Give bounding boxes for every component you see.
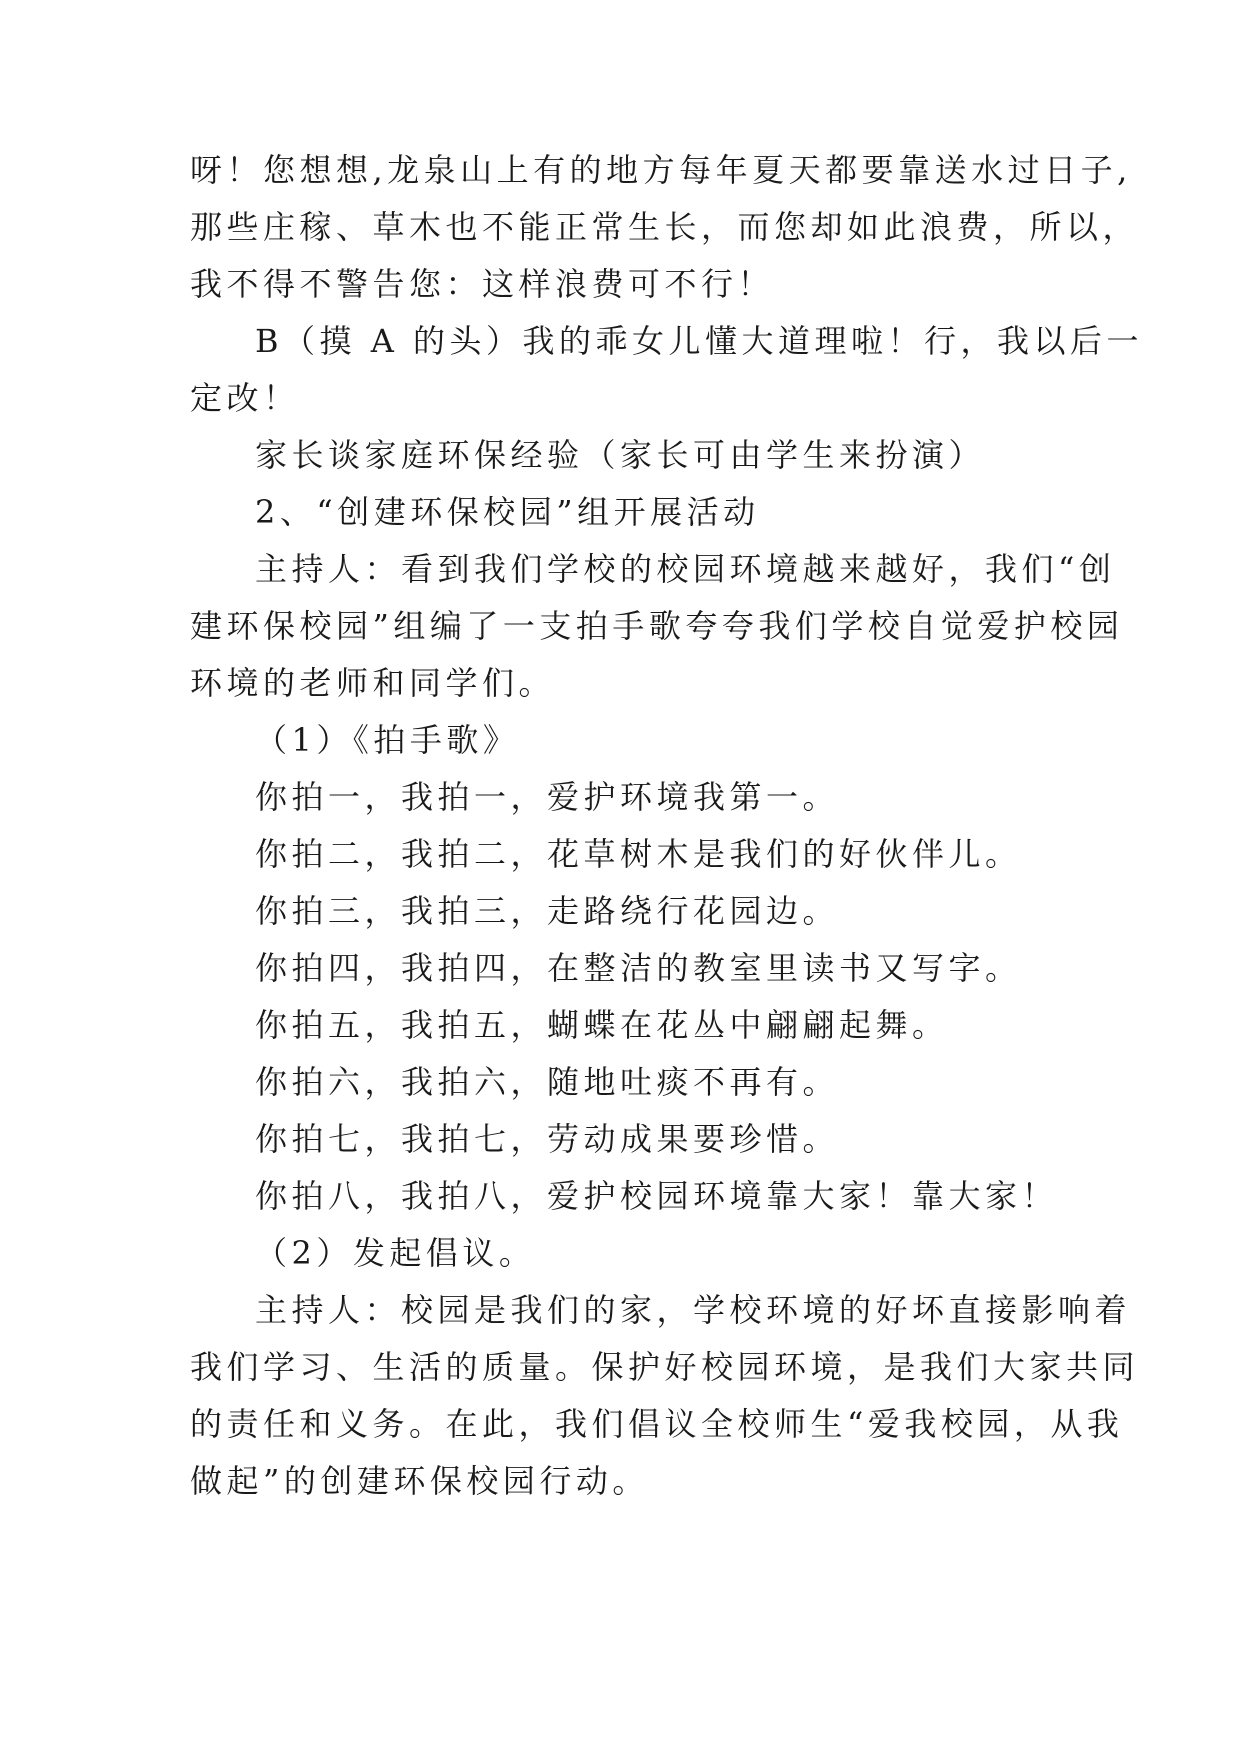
section-heading: 2、“创建环保校园”组开展活动 [255,493,760,531]
text-line: 环境的老师和同学们。 [190,664,556,702]
text-line: 家长谈家庭环保经验（家长可由学生来扮演） [255,436,986,474]
text-line: 主持人：看到我们学校的校园环境越来越好，我们“创 [255,550,1116,588]
verse-line: 你拍六，我拍六，随地吐痰不再有。 [255,1063,840,1101]
text-line: 主持人：校园是我们的家，学校环境的好坏直接影响着 [255,1291,1132,1329]
verse-line: 你拍五，我拍五，蝴蝶在花丛中翩翩起舞。 [255,1006,949,1044]
text-line: 做起”的创建环保校园行动。 [190,1462,649,1500]
verse-line: 你拍四，我拍四，在整洁的教室里读书又写字。 [255,949,1022,987]
text-line: 我不得不警告您：这样浪费可不行！ [190,265,775,303]
verse-line: 你拍三，我拍三，走路绕行花园边。 [255,892,840,930]
text-line: 呀！您想想,龙泉山上有的地方每年夏天都要靠送水过日子, [190,151,1132,189]
text-line: B（摸 A 的头）我的乖女儿懂大道理啦！行，我以后一 [255,322,1143,360]
text-line: 建环保校园”组编了一支拍手歌夸夸我们学校自觉爱护校园 [190,607,1124,645]
text-line: 的责任和义务。在此，我们倡议全校师生“爱我校园，从我 [190,1405,1124,1443]
verse-line: 你拍二，我拍二，花草树木是我们的好伙伴儿。 [255,835,1022,873]
subsection-heading: （2）发起倡议。 [255,1234,536,1272]
text-line: 定改！ [190,379,300,417]
text-line: 我们学习、生活的质量。保护好校园环境，是我们大家共同 [190,1348,1140,1386]
verse-line: 你拍七，我拍七，劳动成果要珍惜。 [255,1120,840,1158]
verse-line: 你拍八，我拍八，爱护校园环境靠大家！靠大家！ [255,1177,1059,1215]
subsection-heading: （1）《拍手歌》 [255,721,520,759]
text-line: 那些庄稼、草木也不能正常生长，而您却如此浪费，所以， [190,208,1140,246]
verse-line: 你拍一，我拍一，爱护环境我第一。 [255,778,840,816]
